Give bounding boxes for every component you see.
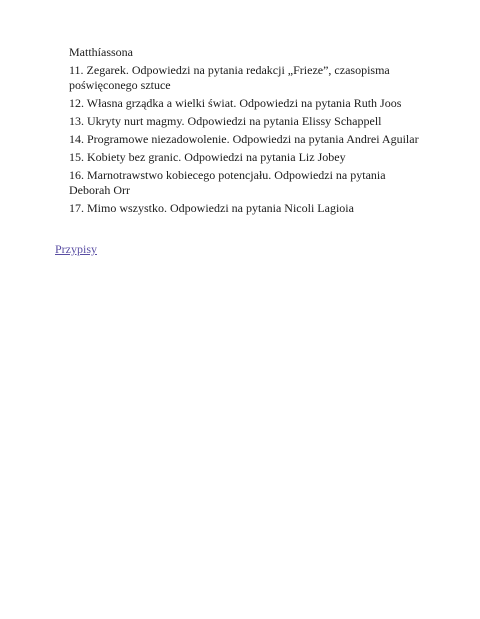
toc-item-12[interactable]: 12. Własna grządka a wielki świat. Odpowiedzi na pytania Ruth Joos bbox=[69, 96, 402, 110]
toc-item-14[interactable]: 14. Programowe niezadowolenie. Odpowiedzi na pytania Andrei Aguilar bbox=[69, 132, 419, 146]
toc-item-16[interactable]: 16. Marnotrawstwo kobiecego potencjału. Odpowiedzi na pytania Deborah Orr bbox=[69, 168, 386, 197]
toc-item-15[interactable]: 15. Kobiety bez granic. Odpowiedzi na pytania Liz Jobey bbox=[69, 150, 346, 164]
toc-item-13[interactable]: 13. Ukryty nurt magmy. Odpowiedzi na pytania Elissy Schappell bbox=[69, 114, 382, 128]
toc-item-11[interactable]: 11. Zegarek. Odpowiedzi na pytania redakcji „Frieze”, czasopisma poświęconego sztuce bbox=[69, 63, 390, 92]
table-of-contents bbox=[69, 45, 429, 219]
toc-item-17[interactable]: 17. Mimo wszystko. Odpowiedzi na pytania Nicoli Lagioia bbox=[69, 201, 354, 215]
toc-item-continuation: Matthíassona bbox=[69, 45, 133, 59]
footnotes-link[interactable]: Przypisy bbox=[55, 242, 97, 256]
